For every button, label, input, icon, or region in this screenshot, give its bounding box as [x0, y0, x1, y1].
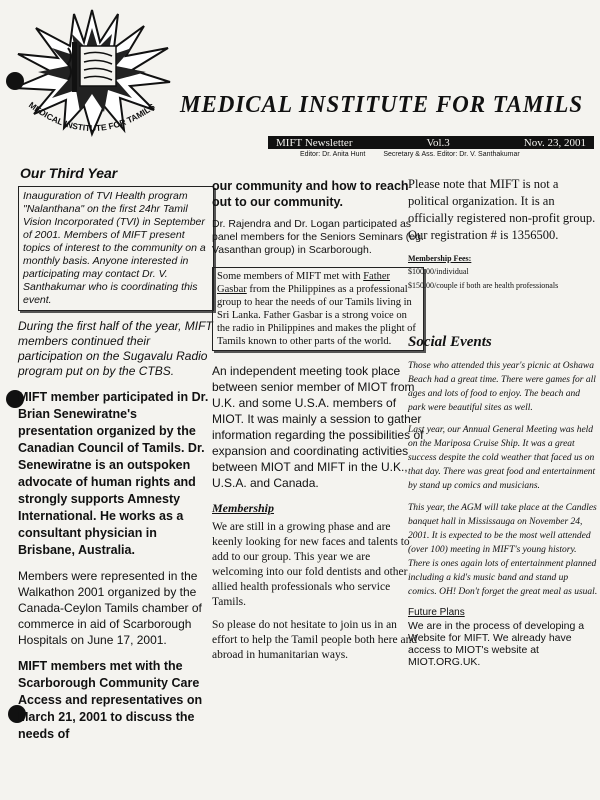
future-plans-paragraph: We are in the process of developing a Website for MIFT. We already have access to MIOT's website at MIOT.ORG.UK. — [408, 620, 585, 668]
agm-banquet-paragraph: This year, the AGM will take place at the Candles banquet hall in Mississauga on November 24, 2001. It is expected to be the most well attended (over 100) meeting in MIFT's young history. There is ones again lots of entertainment planned including a kid's music band and stand up comics. OH! Don't forget the great meal as usual. — [408, 503, 598, 597]
membership-heading: Membership — [212, 501, 275, 515]
fee-individual: $100.00/individual — [408, 267, 469, 276]
seniors-seminar-paragraph: Dr. Rajendra and Dr. Logan participated as panel members for the Seniors Seminars (eg. Vasanthan group) in Scarborough. — [212, 218, 424, 256]
editor-credit: Editor: Dr. Anita Hunt — [300, 151, 366, 158]
community-care-continued: our community and how to reach out to our community. — [212, 179, 409, 209]
social-events-heading: Social Events — [408, 334, 492, 350]
walkathon-paragraph: Members were represented in the Walkathon 2001 organized by the Canada-Ceylon Tamils chamber of commerce in aid of Scarborough Hospitals on June 17, 2001. — [18, 569, 202, 647]
column-right — [408, 176, 598, 668]
membership-paragraph-1: We are still in a growing phase and are keenly looking for new faces and talents to add to our group. This year we are welcoming into our fold dentists and other allied health professionals who service Tamils. — [212, 521, 410, 608]
logo-curved-text: MEDICAL INSTITUTE FOR TAMILS — [26, 99, 157, 134]
senewiratne-paragraph: MIFT member participated in Dr. Brian Senewiratne's presentation organized by the Canadian Council of Tamils. Dr. Senewiratne is an outspoken advocate of human rights and strongly supports Amnesty International. He works as a consultant physician in Brisbane, Australia. — [18, 390, 209, 557]
registration-paragraph: Please note that MIFT is not a political organization. It is an officially registered non-profit group. Our registration # is 1356500. — [408, 177, 596, 242]
box-text-end: from the Philippines as a professional group to hear the needs of our Tamils living in Sri Lanka. Father Gasbar is a strong voice on the radio in Philippines and makes the plight of Tamils known to other parts of the world. — [217, 284, 416, 347]
fee-couple: $150.00/couple if both are health professionals — [408, 281, 559, 290]
newsletter-name: MIFT Newsletter — [276, 136, 353, 149]
masthead-title: MEDICAL INSTITUTE FOR TAMILS — [180, 92, 584, 118]
column-middle — [212, 178, 424, 671]
volume-label: Vol.3 — [426, 136, 450, 149]
membership-paragraph-2: So please do not hesitate to join us in an effort to help the Tamil people both here and abroad in humanitarian ways. — [212, 619, 418, 661]
editors-line — [300, 151, 600, 158]
newsletter-banner — [268, 136, 594, 149]
starburst-logo-graphic — [8, 6, 176, 138]
picnic-paragraph: Those who attended this year's picnic at Oshawa Beach had a great time. There were games for all ages and lots of food to enjoy. The beach and park were beautiful sites as well. — [408, 361, 596, 413]
father-gasbar-name: Father Gasbar — [217, 271, 391, 295]
father-gasbar-box — [212, 267, 424, 351]
community-care-paragraph: MIFT members met with the Scarborough Community Care Access and representatives on March 21, 2001 to discuss the needs of — [18, 659, 203, 741]
mift-logo — [8, 6, 176, 138]
miot-meeting-paragraph: An independent meeting took place between senior member of MIOT from U.K. and some U.S.A. members of MIOT. It was mainly a session to gather information regarding the possibilities of expansion and coordinating activities between MIOT and MIFT in the U.K., U.S.A. and Canada. — [212, 364, 424, 490]
column-left — [18, 165, 214, 743]
punch-hole — [6, 72, 24, 90]
assoc-editor-credit: Secretary & Ass. Editor: Dr. V. Santhakumar — [383, 151, 520, 158]
tvi-program-box: Inauguration of TVI Health program "Nalanthana" on the first 24hr Tamil Vision Incorporated (TVI) in September of 2001. Members of MIFT present topics of interest to the community on a monthly basis. Anyone interested in participating may contact Dr. V. Santhakumar who is coordinating this event. — [18, 186, 214, 311]
section-heading-third-year: Our Third Year — [20, 165, 118, 181]
agm-cruise-paragraph: Last year, our Annual General Meeting was held on the Mariposa Cruise Ship. It was a great success despite the cold weather that faced us on that day. There was great food and entertainment by stand up comics and musicians. — [408, 425, 596, 491]
future-plans-heading: Future Plans — [408, 607, 465, 618]
membership-fees-heading: Membership Fees: — [408, 254, 472, 263]
box-text-start: Some members of MIFT met with — [217, 271, 364, 282]
radio-paragraph: During the first half of the year, MIFT members continued their participation on the Sugavalu Radio program put on by the CTBS. — [18, 319, 213, 378]
issue-date: Nov. 23, 2001 — [523, 136, 586, 149]
